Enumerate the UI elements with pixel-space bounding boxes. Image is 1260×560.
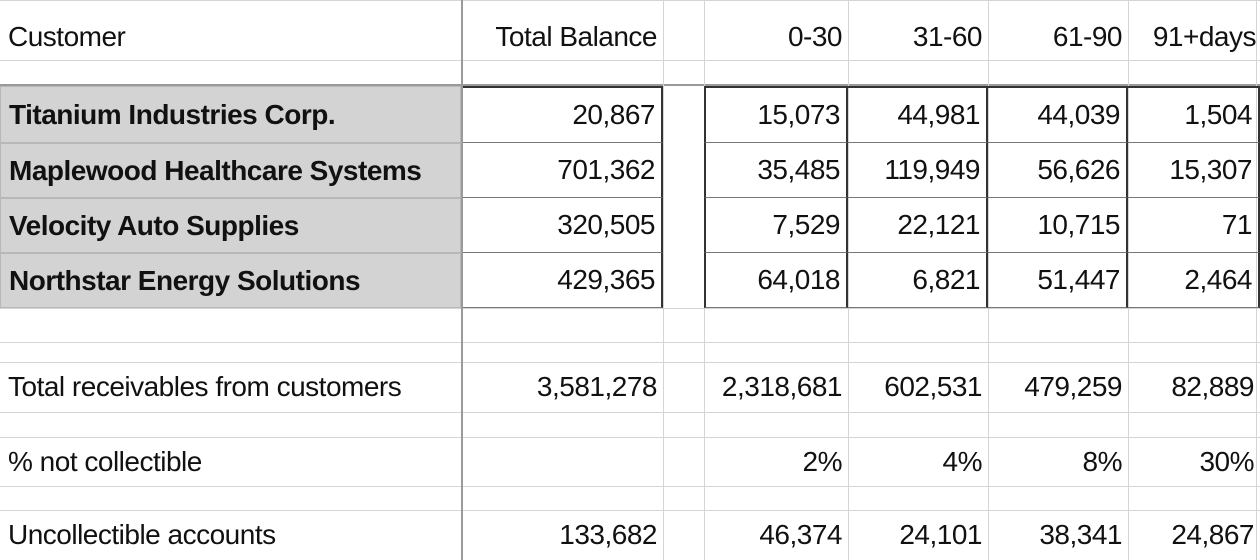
header-customer[interactable]: Customer: [8, 21, 126, 52]
bucket-91-cell[interactable]: 2,464: [1128, 253, 1260, 308]
grid-line: [0, 60, 1260, 61]
grid-line: [0, 412, 1260, 413]
totals-row: [0, 362, 1260, 412]
bucket-61-90-cell[interactable]: 10,715: [988, 198, 1128, 253]
totals-31-60-cell[interactable]: 602,531: [884, 371, 982, 402]
pct-total-cell[interactable]: [463, 437, 663, 486]
customer-name[interactable]: Maplewood Healthcare Systems: [0, 143, 461, 198]
bucket-0-30-cell[interactable]: 15,073: [704, 86, 848, 143]
bucket-91-cell[interactable]: 1,504: [1128, 86, 1260, 143]
uncollectible-31-60-cell[interactable]: 24,101: [899, 519, 982, 550]
totals-0-30-cell[interactable]: 2,318,681: [721, 371, 842, 402]
table-row: [0, 143, 1260, 198]
bucket-0-30-cell[interactable]: 7,529: [704, 198, 848, 253]
header-0-30[interactable]: 0-30: [787, 21, 842, 52]
header-31-60[interactable]: 31-60: [912, 21, 982, 52]
total-balance-cell[interactable]: 701,362: [463, 143, 663, 198]
bucket-31-60-cell[interactable]: 6,821: [848, 253, 988, 308]
bucket-0-30-cell[interactable]: 35,485: [704, 143, 848, 198]
totals-total-cell[interactable]: 3,581,278: [536, 371, 657, 402]
total-balance-cell[interactable]: 429,365: [463, 253, 663, 308]
grid-line: [0, 308, 1260, 309]
pct-row: [0, 437, 1260, 486]
bucket-31-60-cell[interactable]: 119,949: [848, 143, 988, 198]
table-row: [0, 86, 1260, 143]
bucket-31-60-cell[interactable]: 44,981: [848, 86, 988, 143]
bucket-0-30-cell[interactable]: 64,018: [704, 253, 848, 308]
total-balance-cell[interactable]: 20,867: [463, 86, 663, 143]
header-row: [0, 14, 1260, 60]
table-row: [0, 198, 1260, 253]
header-91-days[interactable]: 91+days: [1152, 21, 1256, 52]
totals-91-cell[interactable]: 82,889: [1171, 371, 1254, 402]
uncollectible-91-cell[interactable]: 24,867: [1171, 519, 1254, 550]
uncollectible-0-30-cell[interactable]: 46,374: [759, 519, 842, 550]
pct-label[interactable]: % not collectible: [8, 445, 202, 477]
uncollectible-row: [0, 510, 1260, 560]
customer-name[interactable]: Velocity Auto Supplies: [0, 198, 461, 253]
pct-61-90-cell[interactable]: 8%: [1082, 445, 1122, 477]
bucket-61-90-cell[interactable]: 51,447: [988, 253, 1128, 308]
uncollectible-total-cell[interactable]: 133,682: [559, 519, 657, 550]
uncollectible-label[interactable]: Uncollectible accounts: [8, 519, 276, 550]
customer-name[interactable]: Northstar Energy Solutions: [0, 253, 461, 308]
header-total-balance[interactable]: Total Balance: [495, 21, 657, 52]
totals-label[interactable]: Total receivables from customers: [8, 371, 402, 402]
totals-61-90-cell[interactable]: 479,259: [1024, 371, 1122, 402]
bucket-91-cell[interactable]: 15,307: [1128, 143, 1260, 198]
grid-line: [0, 342, 1260, 343]
grid-line: [0, 486, 1260, 487]
bucket-91-cell[interactable]: 71: [1128, 198, 1260, 253]
uncollectible-61-90-cell[interactable]: 38,341: [1039, 519, 1122, 550]
pct-0-30-cell[interactable]: 2%: [802, 445, 842, 477]
header-61-90[interactable]: 61-90: [1052, 21, 1122, 52]
customer-name[interactable]: Titanium Industries Corp.: [0, 86, 461, 143]
bucket-61-90-cell[interactable]: 56,626: [988, 143, 1128, 198]
total-balance-cell[interactable]: 320,505: [463, 198, 663, 253]
bucket-31-60-cell[interactable]: 22,121: [848, 198, 988, 253]
bucket-61-90-cell[interactable]: 44,039: [988, 86, 1128, 143]
grid-line: [0, 0, 1260, 1]
pct-31-60-cell[interactable]: 4%: [942, 445, 982, 477]
pct-91-cell[interactable]: 30%: [1199, 445, 1254, 477]
table-row: [0, 253, 1260, 308]
